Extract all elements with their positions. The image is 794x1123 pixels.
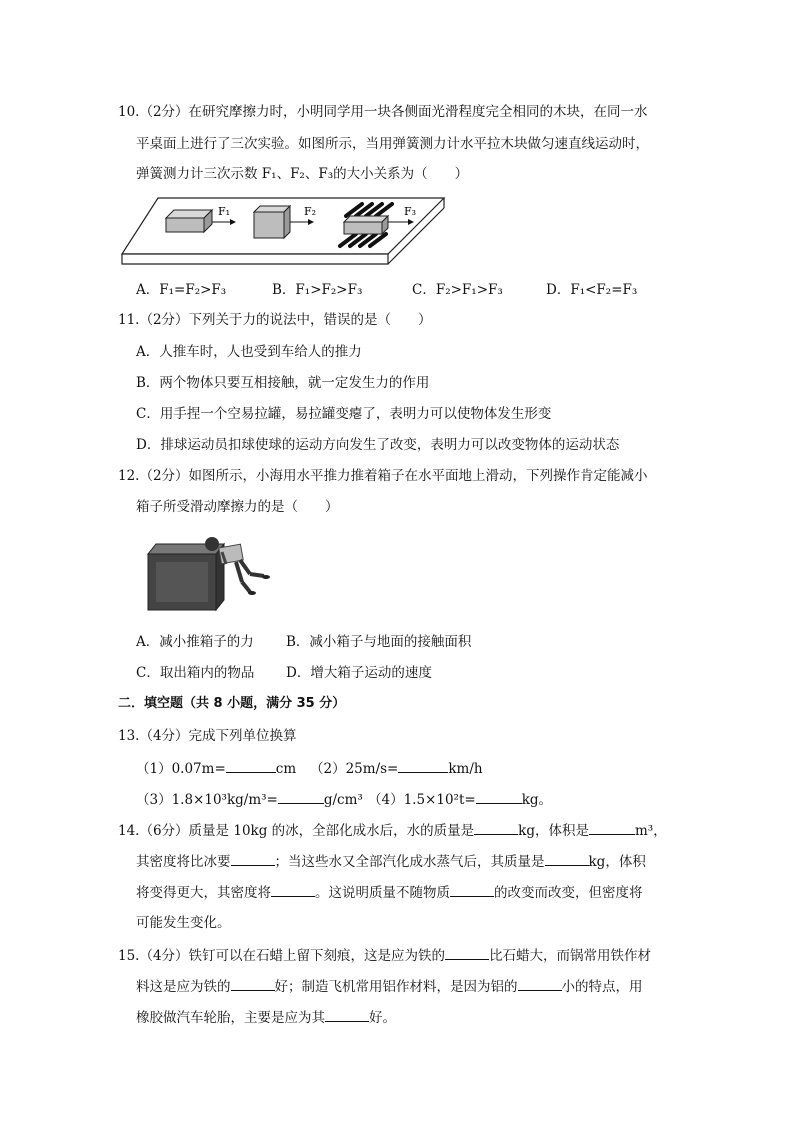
- q10-friction-figure: [118, 196, 448, 270]
- q14-line3: [136, 882, 643, 903]
- q15-text-2c: 小的特点，用: [561, 979, 643, 995]
- q15-text-2a: 料这是应为铁的: [136, 979, 231, 995]
- q13-stem: 13.（4分）完成下列单位换算: [118, 728, 297, 744]
- q14-text-1b: kg，体积是: [518, 823, 589, 839]
- q15-text-3b: 好。: [369, 1010, 396, 1026]
- q14-text-3b: 。这说明质量不随物质: [315, 885, 450, 901]
- q13-blank-1[interactable]: [226, 758, 276, 773]
- q13-part1-text: （1）0.07m=: [136, 761, 226, 777]
- q12-option-d: D．增大箱子运动的速度: [286, 665, 432, 681]
- q10-stem-line2: 平桌面上进行了三次实验。如图所示，当用弹簧测力计水平拉木块做匀速直线运动时，: [136, 136, 649, 152]
- q11-option-a: A．人推车时，人也受到车给人的推力: [136, 344, 362, 360]
- q14-blank-1[interactable]: [474, 820, 518, 835]
- q11-option-c: C．用手捏一个空易拉罐，易拉罐变瘪了，表明力可以使物体发生形变: [136, 406, 552, 422]
- q10-option-d: D．F₁<F₂=F₃: [546, 282, 638, 298]
- q15-text-3a: 橡胶做汽车轮胎，主要是应为其: [136, 1010, 325, 1026]
- q13-blank-2[interactable]: [398, 758, 448, 773]
- q13-part1-unit: cm: [275, 761, 297, 777]
- q14-text-3c: 的改变而改变，但密度将: [494, 885, 643, 901]
- q12-option-b: B．减小箱子与地面的接触面积: [286, 634, 472, 650]
- q15-text-2b: 好；制造飞机常用铝作材料，是因为铝的: [274, 979, 518, 995]
- q13-part4-text: （4）1.5×10²t=: [368, 792, 476, 808]
- q15-blank-4[interactable]: [325, 1007, 369, 1022]
- q14-blank-5[interactable]: [271, 882, 315, 897]
- q12-stem-line1: 12.（2分）如图所示，小海用水平推力推着箱子在水平面地上滑动，下列操作肯定能减小: [118, 468, 648, 484]
- q12-option-a: A．减小推箱子的力: [136, 634, 254, 650]
- q10-stem-line1: 10.（2分）在研究摩擦力时，小明同学用一块各侧面光滑程度完全相同的木块，在同一水: [118, 104, 648, 120]
- q14-text-2c: kg，体积: [588, 854, 646, 870]
- q11-option-d: D．排球运动员扣球使球的运动方向发生了改变，表明力可以改变物体的运动状态: [136, 437, 620, 453]
- q13-part3-unit: g/cm³: [323, 792, 363, 808]
- q15-blank-3[interactable]: [518, 976, 562, 991]
- q15-line1: [118, 945, 651, 966]
- q14-text-3a: 将变得更大，其密度将: [136, 885, 271, 901]
- q10-stem-line3: 弹簧测力计三次示数 F₁、F₂、F₃的大小关系为（ ）: [136, 166, 469, 182]
- q14-text-1c: m³，: [634, 823, 667, 839]
- q10-option-c: C．F₂>F₁>F₃: [412, 282, 503, 298]
- f1-label: F₁: [218, 205, 231, 218]
- q14-line4: 可能发生变化。: [136, 915, 231, 931]
- q12-option-c: C．取出箱内的物品: [136, 665, 255, 681]
- q15-text-1b: 比石蜡大，而锅常用铁作材: [489, 948, 652, 964]
- q15-line3: [136, 1007, 396, 1028]
- q14-text-1a: 14.（6分）质量是 10kg 的冰，全部化成水后，水的质量是: [118, 823, 475, 839]
- q13-part3-text: （3）1.8×10³kg/m³=: [136, 792, 278, 808]
- q13-part2: [310, 758, 483, 779]
- section-heading-fill-in: 二．填空题（共 8 小题，满分 35 分）: [118, 696, 346, 711]
- q14-blank-6[interactable]: [450, 882, 494, 897]
- q14-blank-4[interactable]: [545, 851, 589, 866]
- q11-stem: 11.（2分）下列关于力的说法中，错误的是（ ）: [118, 312, 432, 328]
- q13-part4-unit: kg。: [521, 792, 553, 808]
- q14-blank-3[interactable]: [231, 851, 275, 866]
- f2-label: F₂: [304, 205, 317, 218]
- q13-part2-unit: km/h: [448, 761, 483, 777]
- q14-text-2a: 其密度将比冰要: [136, 854, 231, 870]
- q12-stem-line2: 箱子所受滑动摩擦力的是（ ）: [136, 499, 339, 515]
- q11-option-b: B．两个物体只要互相接触，就一定发生力的作用: [136, 375, 430, 391]
- q13-blank-4[interactable]: [476, 789, 522, 804]
- q13-part3: [136, 789, 363, 810]
- f3-label: F₃: [404, 205, 417, 218]
- q13-part1: [136, 758, 296, 779]
- q15-blank-2[interactable]: [231, 976, 275, 991]
- q15-blank-1[interactable]: [445, 945, 489, 960]
- q14-line2: [136, 851, 646, 872]
- q14-text-2b: ；当这些水又全部汽化成水蒸气后，其质量是: [274, 854, 545, 870]
- q10-option-b: B．F₁>F₂>F₃: [272, 282, 363, 298]
- q10-option-a: A．F₁=F₂>F₃: [136, 282, 227, 298]
- q14-blank-2[interactable]: [589, 820, 635, 835]
- q15-line2: [136, 976, 643, 997]
- q14-line1: [118, 820, 667, 841]
- q13-part2-text: （2）25m/s=: [310, 761, 399, 777]
- q13-blank-3[interactable]: [278, 789, 324, 804]
- q13-part4: [368, 789, 552, 810]
- q15-text-1a: 15.（4分）铁钉可以在石蜡上留下刻痕，这是应为铁的: [118, 948, 446, 964]
- q12-push-box-figure: [146, 530, 276, 614]
